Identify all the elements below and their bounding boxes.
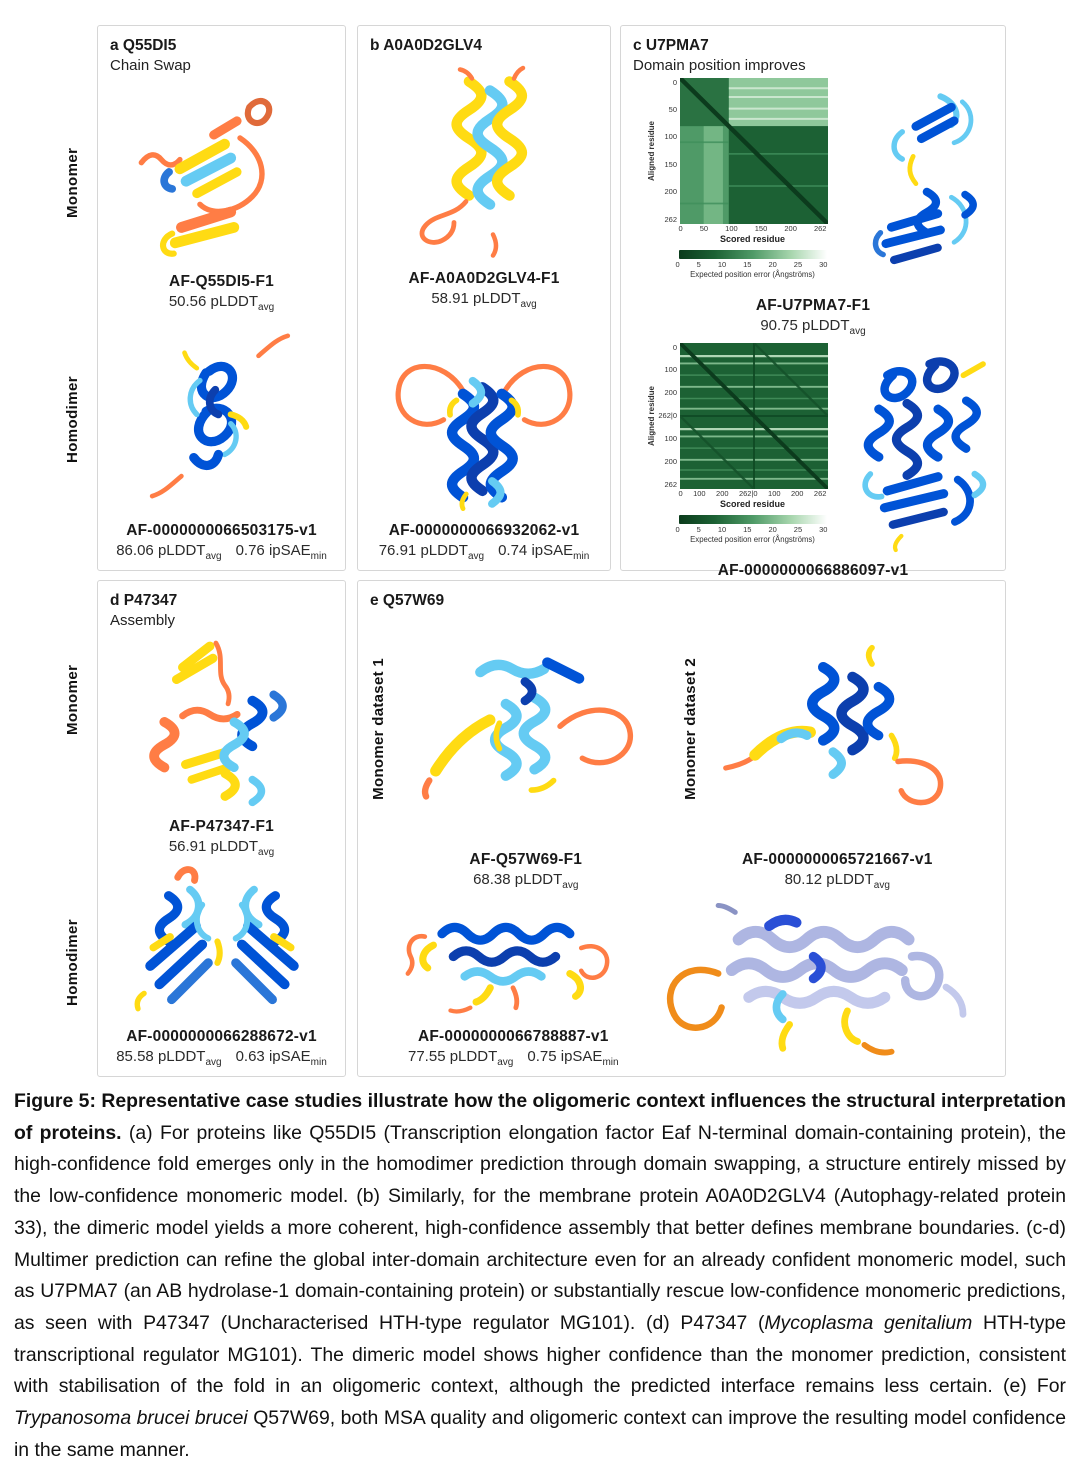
- pae-dimer-heatmap: [680, 343, 828, 489]
- pae-dimer-colorbar-ticks: 0 5 10 15 20 25 30: [675, 524, 828, 534]
- structure-e-dataset1: [387, 613, 682, 845]
- row-label-monomer-dataset-2: Monomer dataset 2: [681, 658, 699, 801]
- pae-monomer-yticks: 0 50 100 150 200 262: [664, 77, 677, 224]
- model-a-dimer-metrics: 86.06 pLDDT$_{avg}$ 0.76 ipSAE$_{min}$: [116, 542, 327, 562]
- panel-e-dimer-left: [370, 895, 657, 1068]
- panel-e: [357, 580, 1006, 1077]
- structure-c-homodimer: [845, 343, 1000, 558]
- protein-ribbon-e-overlay: [657, 887, 997, 1077]
- panel-c-monomer-row: [633, 78, 993, 293]
- model-d-monomer-name: AF-P47347-F1: [169, 817, 274, 835]
- model-b-dimer-name: AF-0000000066932062-v1: [388, 522, 580, 539]
- panel-a: [97, 25, 346, 571]
- row-label-monomer-top: Monomer: [64, 147, 81, 218]
- panel-e-dimer-row: [370, 895, 993, 1068]
- protein-ribbon-b-monomer: [394, 60, 574, 268]
- protein-ribbon-d-monomer: [127, 634, 317, 816]
- panel-e-dataset1: [370, 613, 682, 845]
- pae-plot-dimer: [633, 343, 841, 544]
- pae-monomer-colorbar-label: Expected position error (Ångströms): [690, 269, 815, 279]
- model-e-dimer-name: AF-0000000066788887-v1: [418, 1028, 609, 1045]
- panel-b-header: [370, 36, 598, 56]
- row-label-monomer-dataset-1: Monomer dataset 1: [370, 658, 387, 801]
- model-b-monomer-labels: [370, 270, 598, 310]
- model-d-dimer-name: AF-0000000066288672-v1: [126, 1028, 317, 1045]
- panel-e-header: [370, 591, 993, 611]
- pae-dimer-xlabel: Scored residue: [719, 498, 786, 509]
- panel-a-title: a Q55DI5: [110, 37, 177, 54]
- pae-monomer-ylabel: Aligned residue: [647, 120, 656, 181]
- structure-d-homodimer: [110, 858, 333, 1028]
- panel-e-overlay: [657, 895, 993, 1068]
- model-d-monomer-metrics: 56.91 pLDDT$_{avg}$: [168, 837, 275, 858]
- pae-dimer-yticks: 0 100 200 262|0 100 200 262: [658, 342, 677, 489]
- protein-ribbon-a-monomer: [129, 80, 314, 270]
- panel-c-subtitle: Domain position improves: [633, 57, 806, 75]
- pae-dimer-ylabel: Aligned residue: [647, 385, 656, 446]
- row-label-monomer-bottom: Monomer: [64, 664, 81, 736]
- model-c-monomer-metrics: 90.75 pLDDT$_{avg}$: [760, 316, 866, 337]
- model-d-monomer-labels: [110, 818, 333, 858]
- pae-monomer-xlabel: Scored residue: [719, 233, 786, 244]
- panel-c: [620, 25, 1006, 579]
- panel-c-header: [633, 36, 993, 76]
- model-a-dimer-name: AF-0000000066503175-v1: [126, 522, 317, 539]
- structure-e-dataset2: [699, 613, 994, 845]
- protein-ribbon-b-homodimer: [379, 319, 589, 514]
- pae-plot-monomer: [633, 78, 841, 279]
- pae-monomer-colorbar-ticks: 0 5 10 15 20 25 30: [675, 259, 828, 269]
- pae-monomer-colorbar: [679, 250, 827, 259]
- model-a-monomer-name: AF-Q55DI5-F1: [169, 272, 274, 290]
- protein-ribbon-e-homodimer: [379, 894, 647, 1029]
- panel-a-subtitle: Chain Swap: [110, 57, 191, 75]
- protein-ribbon-c-monomer: [845, 80, 995, 290]
- model-e-dataset2-name: AF-0000000065721667-v1: [741, 851, 933, 869]
- pae-dimer-xticks: 0 100 200 262|0 100 200 262: [678, 488, 827, 498]
- protein-ribbon-c-homodimer: [845, 344, 1000, 556]
- structure-b-homodimer: [370, 310, 598, 522]
- model-e-dataset2-metrics: 80.12 pLDDT$_{avg}$: [784, 871, 890, 892]
- caption-body: (a) For proteins like Q55DI5 (Transcription elongation factor Eaf N-terminal domain-containing protein), the high-confidence fold emerges only in the homodimer prediction through domain swapping, a structure entirely missed by the low-confidence monomeric model. (b) Similarly, for the membrane protein A0A0D2GLV4 (Autophagy-related protein 33), the dimeric model yields a more coherent, high-confidence assembly that better defines membrane boundaries. (c-d) Multimer prediction can refine the global inter-domain architecture even for an already confident monomeric model, such as U7PMA7 (an AB hydrolase-1 domain-containing protein) or substantially rescue low-confidence monomeric predictions, as seen with P47347 (Uncharacterised HTH-type regulator MG101). (d) P47347 (Mycoplasma genitalium HTH-type transcriptional regulator MG101). The dimeric model shows higher confidence than the monomer prediction, consistent with stabilisation of the fold in an oligomeric context, although the predicted interface remains less certain. (e) For Trypanosoma brucei brucei Q57W69, both MSA quality and oligomeric context can improve the resulting model confidence in the same manner.: [14, 1121, 1066, 1461]
- protein-ribbon-e-dataset1: [407, 627, 662, 832]
- model-b-dimer-labels: [370, 522, 598, 562]
- panel-e-monomer-labels-row: [370, 851, 993, 891]
- panel-e-title: e Q57W69: [370, 592, 445, 609]
- panel-d-header: [110, 591, 333, 631]
- model-e-dataset1-name: AF-Q57W69-F1: [469, 851, 583, 869]
- structure-e-homodimer: [370, 895, 657, 1028]
- model-b-monomer-metrics: 58.91 pLDDT$_{avg}$: [431, 290, 537, 311]
- panel-d-title: d P47347: [110, 592, 178, 609]
- model-c-monomer-labels: [633, 297, 993, 337]
- model-a-monomer-metrics: 50.56 pLDDT$_{avg}$: [168, 292, 275, 313]
- protein-ribbon-a-homodimer: [129, 325, 314, 510]
- model-e-dataset1-labels: [370, 851, 682, 891]
- panel-c-title: c U7PMA7: [633, 37, 709, 54]
- model-a-dimer-labels: [110, 522, 333, 562]
- row-label-homodimer-bottom: Homodimer: [64, 919, 81, 1006]
- structure-c-monomer: [845, 78, 995, 293]
- pae-monomer-xticks: 0 50 100 150 200 262: [678, 223, 827, 233]
- model-e-dataset1-metrics: 68.38 pLDDT$_{avg}$: [473, 871, 579, 892]
- protein-ribbon-d-homodimer: [118, 859, 326, 1027]
- model-d-dimer-labels: [110, 1028, 333, 1068]
- panel-e-dataset2: [682, 613, 994, 845]
- model-d-dimer-metrics: 85.58 pLDDT$_{avg}$ 0.63 ipSAE$_{min}$: [116, 1048, 327, 1068]
- model-a-monomer-labels: [110, 273, 333, 313]
- panel-d-subtitle: Assembly: [110, 612, 176, 630]
- panel-c-dimer-row: [633, 343, 993, 558]
- panel-b-title: b A0A0D2GLV4: [370, 37, 482, 54]
- structure-d-monomer: [110, 633, 333, 818]
- structure-b-monomer: [370, 58, 598, 270]
- model-c-monomer-name: AF-U7PMA7-F1: [755, 296, 871, 314]
- panel-b: [357, 25, 611, 571]
- model-c-dimer-name: AF-0000000066886097-v1: [717, 561, 909, 579]
- model-e-dataset2-labels: [682, 851, 994, 891]
- caption-bold-lead: Figure 5: Representative case studies illustrate how the oligomeric context influences the structural interpretation of proteins.: [14, 1090, 1066, 1144]
- structure-a-homodimer: [110, 313, 333, 522]
- row-label-homodimer-top: Homodimer: [64, 376, 81, 463]
- model-e-dimer-metrics: 77.55 pLDDT$_{avg}$ 0.75 ipSAE$_{min}$: [408, 1048, 619, 1068]
- protein-ribbon-e-dataset2: [716, 629, 976, 829]
- model-e-dimer-labels: [370, 1028, 657, 1068]
- panel-d: [97, 580, 346, 1077]
- pae-monomer-heatmap: [680, 78, 828, 224]
- figure-caption: [14, 1086, 1066, 1467]
- structure-a-monomer: [110, 78, 333, 273]
- model-b-monomer-name: AF-A0A0D2GLV4-F1: [408, 270, 560, 288]
- pae-dimer-colorbar: [679, 515, 827, 524]
- panel-a-header: [110, 36, 333, 76]
- structure-e-overlay: [657, 895, 997, 1068]
- model-b-dimer-metrics: 76.91 pLDDT$_{avg}$ 0.74 ipSAE$_{min}$: [378, 542, 590, 562]
- pae-dimer-colorbar-label: Expected position error (Ångströms): [690, 534, 815, 544]
- panel-e-monomer-row: [370, 613, 993, 845]
